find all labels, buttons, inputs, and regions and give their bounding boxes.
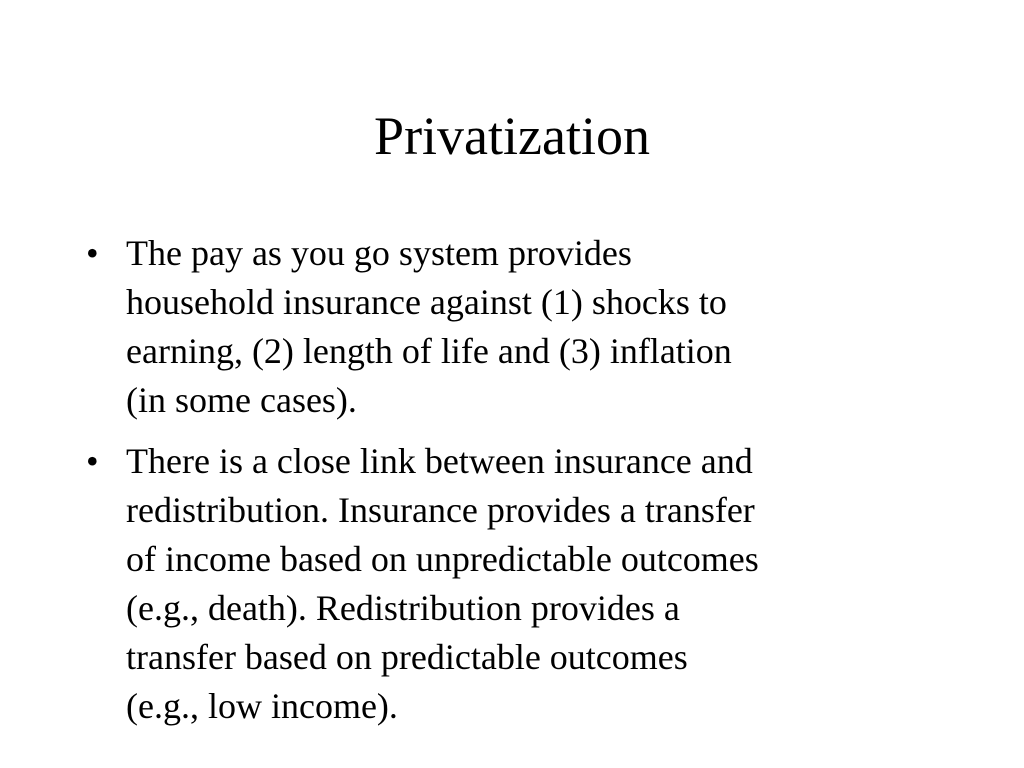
bullet-icon: • (86, 233, 99, 273)
bullet-line: There is a close link between insurance and (126, 441, 753, 481)
bullet-list (86, 229, 956, 743)
bullet-line: of income based on unpredictable outcomes (126, 539, 759, 579)
bullet-line: The pay as you go system provides (126, 233, 632, 273)
bullet-line: earning, (2) length of life and (3) inflation (126, 331, 732, 371)
bullet-line: redistribution. Insurance provides a transfer (126, 490, 755, 530)
bullet-text (126, 229, 956, 425)
bullet-line: (in some cases). (126, 380, 357, 420)
bullet-icon: • (86, 441, 99, 481)
bullet-text (126, 437, 956, 731)
bullet-line: (e.g., death). Redistribution provides a (126, 588, 680, 628)
bullet-item (86, 437, 956, 731)
bullet-item (86, 229, 956, 425)
bullet-line: transfer based on predictable outcomes (126, 637, 688, 677)
bullet-line: household insurance against (1) shocks to (126, 282, 727, 322)
bullet-line: (e.g., low income). (126, 686, 398, 726)
slide-title: Privatization (374, 106, 650, 166)
